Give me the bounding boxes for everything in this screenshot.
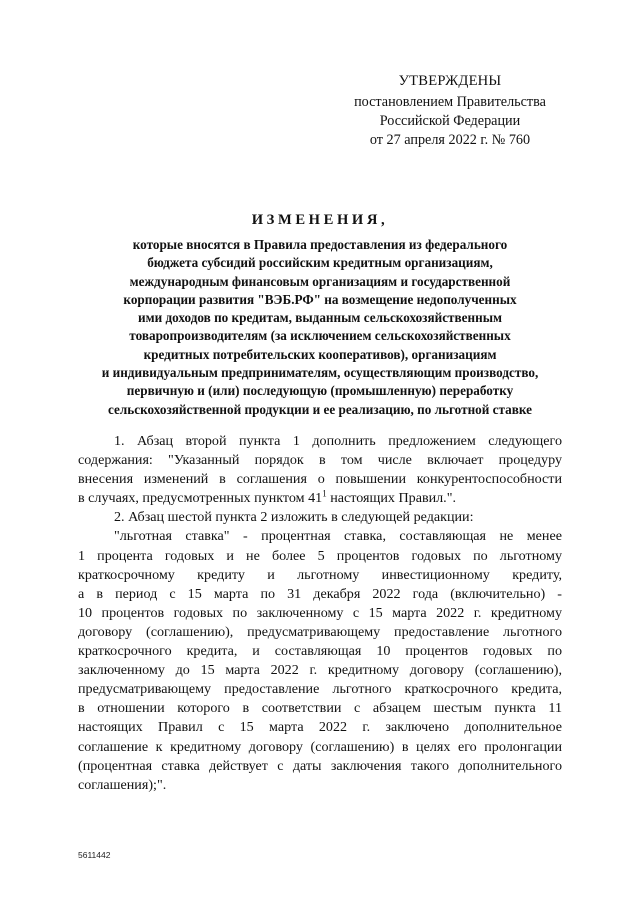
item-2-line: 10 процентов годовых по заключенному с 15 марта 2022 г. кредитному [78, 604, 562, 621]
item-2-line: договору (соглашению), предусматривающему предоставление льготного [78, 623, 562, 640]
item-2-line: в отношении которого в соответствии с абзацем шестым пункта 11 [78, 700, 562, 717]
subheading-line: которые вносятся в Правила предоставления из федерального [132, 237, 508, 252]
subheading-line: кредитных потребительских кооперативов), организациям [143, 346, 497, 362]
item-2-line: "льготная ставка" - процентная ставка, составляющая не менее [114, 528, 562, 545]
item-2-title: 2. Абзац шестой пункта 2 изложить в следующей редакции: [114, 509, 474, 526]
document-code: 5611442 [78, 850, 111, 860]
item-2-line: предусматривающему предоставление льготного краткосрочного кредита, [78, 681, 562, 698]
item-1-last-line [78, 489, 562, 508]
item-1-line: внесения изменений в соглашения о повышении конкурентоспособности [78, 471, 562, 488]
item-1-superscript: 1 [322, 488, 327, 499]
item-2-line: соглашение к кредитному договору (соглашению) в целях его пролонгации [78, 738, 562, 755]
subheading-line: товаропроизводителям (за исключением сельскохозяйственных [129, 328, 511, 344]
document-body [78, 432, 562, 795]
approval-line-1: постановлением Правительства [354, 94, 546, 110]
approval-line-3: от 27 апреля 2022 г. № 760 [369, 132, 531, 148]
subheading-line: международным финансовым организациям и государственной [129, 273, 511, 289]
subheading-line: первичную и (или) последующую (промышленную) переработку [126, 383, 514, 399]
item-2-last-line: соглашения);". [78, 776, 167, 793]
item-2-line: (процентная ставка действует с даты заключения такого дополнительного [78, 757, 562, 774]
subheading-line: ими доходов по кредитам, выданным сельскохозяйственным [138, 310, 502, 326]
approval-stamp [330, 72, 570, 150]
subheading-line: бюджета субсидий российским кредитным организациям, [147, 255, 493, 271]
item-2-line: заключенному до 15 марта 2022 г. кредитному договору (соглашению), [78, 662, 562, 679]
item-2-line: краткосрочному кредиту и льготному инвестиционному кредиту, [78, 566, 562, 583]
item-2-line: настоящих Правил с 15 марта 2022 г. заключено дополнительное [78, 719, 562, 736]
item-2-line: 1 процента годовых и не более 5 процентов годовых по льготному [78, 547, 562, 564]
item-1-last-text-end: настоящих Правил.". [326, 490, 456, 507]
document-subheading [56, 236, 584, 419]
item-1-line: 1. Абзац второй пункта 1 дополнить предложением следующего [114, 433, 562, 449]
subheading-line: сельскохозяйственной продукции и ее реализацию, по льготной ставке [108, 401, 532, 417]
subheading-line: и индивидуальным предпринимателям, осуществляющим производство, [101, 365, 539, 381]
subheading-line: корпорации развития "ВЭБ.РФ" на возмещение недополученных [123, 291, 517, 307]
approval-line-2: Российской Федерации [379, 113, 521, 129]
item-1-last-text: в случаях, предусмотренных пунктом 41 [78, 490, 323, 507]
document-heading: ИЗМЕНЕНИЯ, [251, 212, 389, 228]
item-1-line: содержания: "Указанный порядок в том числе включает процедуру [78, 452, 562, 469]
item-2-line: а в период с 15 марта по 31 декабря 2022 года (включительно) - [78, 585, 562, 602]
item-2-line: краткосрочного кредита, и составляющая 10 процентов годовых по [78, 643, 562, 660]
approval-title: УТВЕРЖДЕНЫ [398, 73, 502, 89]
